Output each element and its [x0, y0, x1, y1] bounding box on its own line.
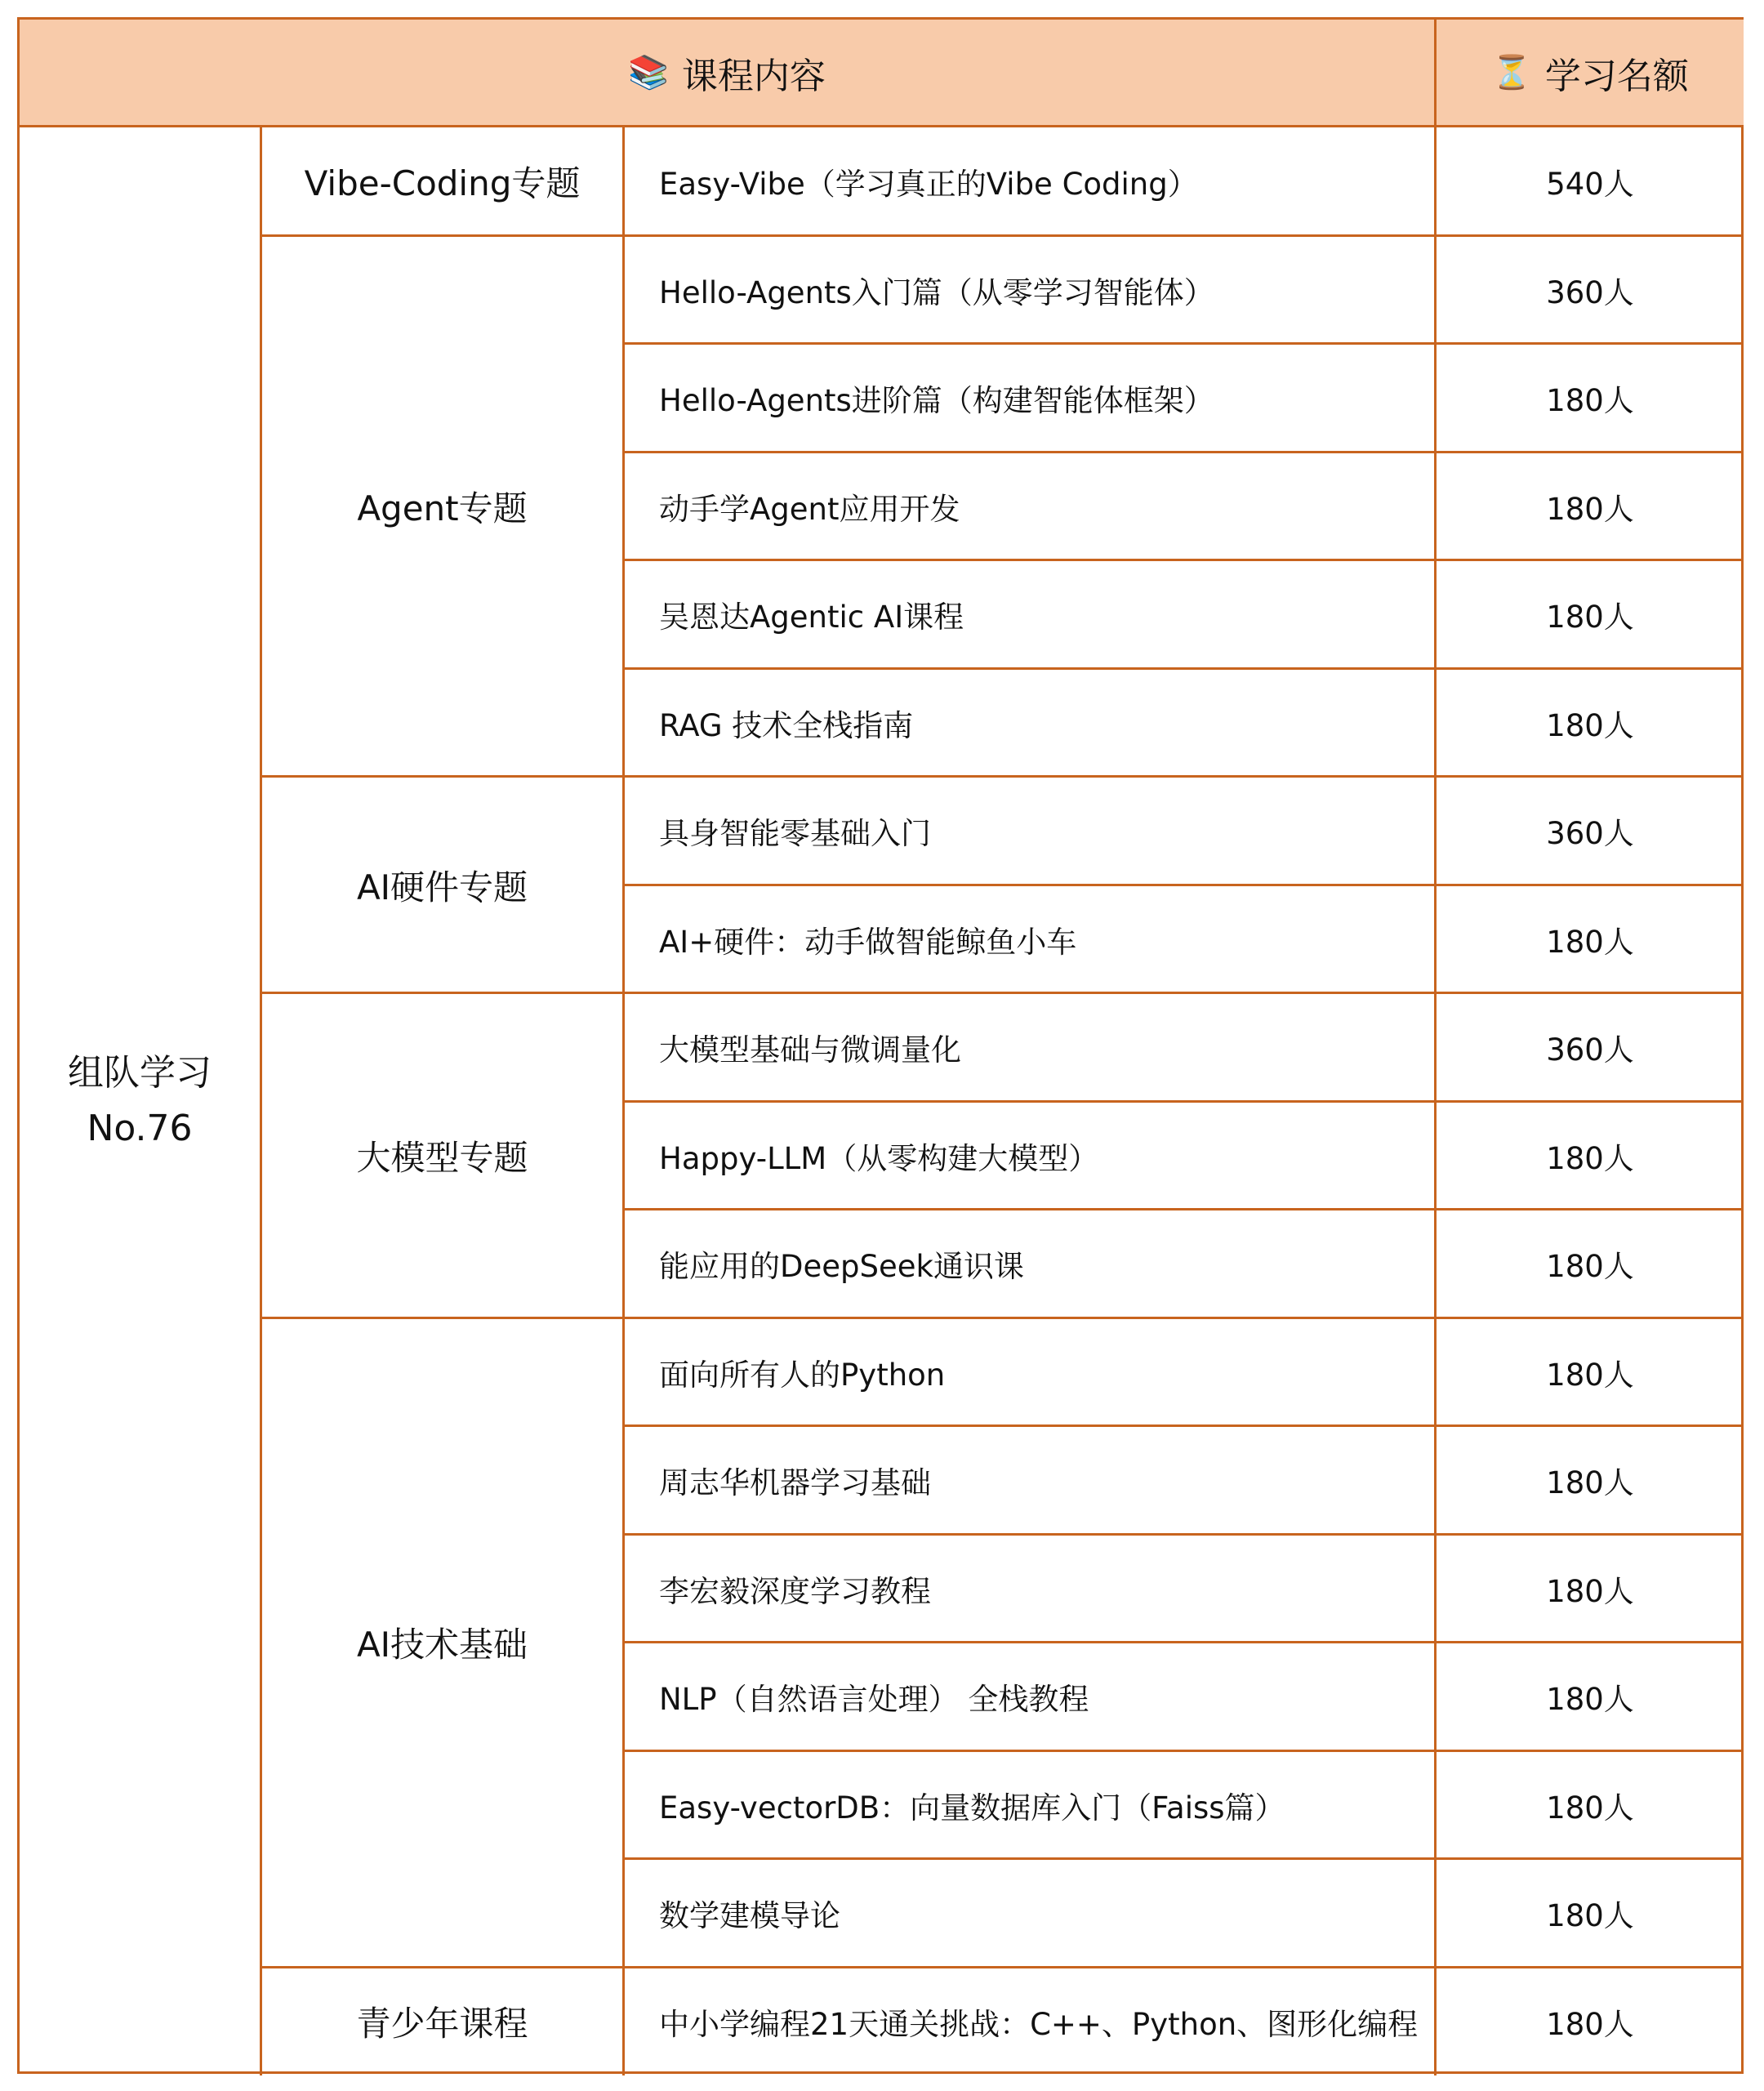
- category-cell: [262, 1318, 622, 1968]
- course-quota: 360人: [1546, 1032, 1634, 1068]
- row-divider: [625, 1857, 1744, 1860]
- category-cell: [262, 127, 622, 236]
- category-label: 大模型专题: [356, 1137, 528, 1178]
- row-divider: [625, 234, 1744, 237]
- course-name: 具身智能零基础入门: [659, 816, 931, 852]
- course-quota: 180人: [1546, 1682, 1634, 1718]
- course-quota: 180人: [1546, 1465, 1634, 1501]
- course-quota: 180人: [1546, 1140, 1634, 1176]
- course-quota: 180人: [1546, 383, 1634, 419]
- row-divider: [625, 775, 1744, 778]
- row-divider: [625, 1966, 1744, 1968]
- row-divider: [625, 451, 1744, 453]
- category-label: AI硬件专题: [356, 867, 528, 907]
- header-course-content: [20, 20, 1434, 125]
- header-quota-label: 学习名额: [1544, 55, 1689, 97]
- course-quota: 180人: [1546, 1573, 1634, 1609]
- hourglass-icon: ⏳: [1491, 54, 1532, 91]
- header-quota: [1437, 20, 1744, 125]
- course-name: RAG 技术全栈指南: [659, 707, 914, 743]
- group-cell: [20, 127, 260, 2074]
- course-name: 能应用的DeepSeek通识课: [659, 1249, 1024, 1285]
- category-label: Vibe-Coding专题: [304, 163, 581, 204]
- category-label: 青少年课程: [356, 2003, 528, 2044]
- course-name: Easy-vectorDB：向量数据库入门（Faiss篇）: [659, 1790, 1285, 1826]
- course-name: Easy-Vibe（学习真正的Vibe Coding）: [659, 167, 1198, 203]
- course-quota: 180人: [1546, 1898, 1634, 1934]
- header-column-divider: [1434, 20, 1437, 125]
- course-quota: 360人: [1546, 816, 1634, 852]
- row-divider: [625, 1100, 1744, 1103]
- row-divider: [625, 1641, 1744, 1643]
- row-divider: [625, 1750, 1744, 1752]
- row-divider: [625, 1424, 1744, 1427]
- course-name: 周志华机器学习基础: [659, 1465, 931, 1501]
- course-quota: 540人: [1546, 167, 1634, 203]
- category-label: Agent专题: [357, 488, 528, 528]
- course-name: 吴恩达Agentic AI课程: [659, 600, 964, 635]
- course-name: Happy-LLM（从零构建大模型）: [659, 1140, 1099, 1176]
- course-name: 动手学Agent应用开发: [659, 491, 960, 527]
- course-name: AI+硬件：动手做智能鲸鱼小车: [659, 924, 1077, 960]
- row-divider: [625, 1208, 1744, 1210]
- course-quota: 180人: [1546, 1249, 1634, 1285]
- group-title: 组队学习: [68, 1051, 212, 1094]
- row-divider: [625, 1317, 1744, 1319]
- course-quota: 360人: [1546, 274, 1634, 310]
- course-quota: 180人: [1546, 2006, 1634, 2042]
- header-divider: [20, 125, 1744, 127]
- category-cell: [262, 1968, 622, 2076]
- header-course-content-label: 课程内容: [681, 55, 826, 97]
- course-name: 数学建模导论: [659, 1898, 840, 1934]
- row-divider: [625, 342, 1744, 345]
- books-icon: 📚: [628, 54, 669, 91]
- row-divider: [625, 1533, 1744, 1536]
- course-quota: 180人: [1546, 924, 1634, 960]
- course-name: Hello-Agents进阶篇（构建智能体框架）: [659, 383, 1214, 419]
- course-name: 李宏毅深度学习教程: [659, 1573, 931, 1609]
- course-quota: 180人: [1546, 707, 1634, 743]
- course-name: Hello-Agents入门篇（从零学习智能体）: [659, 274, 1214, 310]
- course-quota: 180人: [1546, 600, 1634, 635]
- category-cell: [262, 236, 622, 778]
- course-name: NLP（自然语言处理） 全栈教程: [659, 1682, 1089, 1718]
- row-divider: [625, 667, 1744, 670]
- row-divider: [625, 559, 1744, 561]
- course-name: 中小学编程21天通关挑战：C++、Python、图形化编程: [659, 2006, 1419, 2042]
- course-quota: 180人: [1546, 491, 1634, 527]
- row-divider: [625, 884, 1744, 886]
- course-quota: 180人: [1546, 1790, 1634, 1826]
- course-quota: 180人: [1546, 1357, 1634, 1393]
- course-table: [17, 17, 1744, 2074]
- course-name: 大模型基础与微调量化: [659, 1032, 961, 1068]
- category-label: AI技术基础: [356, 1625, 528, 1665]
- group-number: No.76: [87, 1107, 193, 1149]
- column-divider: [260, 127, 262, 2075]
- course-name: 面向所有人的Python: [659, 1357, 946, 1393]
- row-divider: [625, 992, 1744, 994]
- category-cell: [262, 777, 622, 993]
- category-cell: [262, 993, 622, 1318]
